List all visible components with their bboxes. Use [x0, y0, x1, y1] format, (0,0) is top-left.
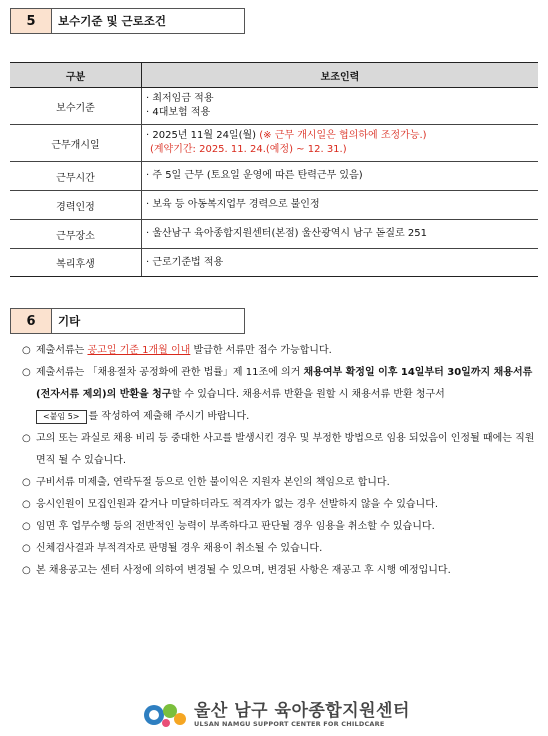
column-header-assistant: 보조인력 — [142, 63, 539, 88]
center-logo-icon — [138, 700, 190, 730]
note-bold: 채용여부 확정일 이후 14일부터 30일까지 채용서류(전자서류 제외)의 반환을 청구 — [36, 367, 533, 400]
list-item — [22, 472, 540, 494]
contract-period: (계약기간: 2025. 11. 24.(예정) ~ 12. 31.) — [150, 144, 347, 155]
content-line: · 최저임금 적용 — [146, 93, 214, 104]
list-item — [22, 538, 540, 560]
circle-bullet-icon: ○ — [22, 521, 31, 532]
circle-bullet-icon: ○ — [22, 477, 31, 488]
list-item — [22, 516, 540, 538]
row-label: 경력인정 — [10, 191, 142, 220]
list-item — [22, 362, 540, 428]
employment-conditions-table — [10, 62, 538, 277]
note-text: 구비서류 미제출, 연락두절 등으로 인한 불이익은 지원자 본인의 책임으로 합니다. — [36, 477, 390, 488]
note-text: 제출서류는 — [36, 345, 88, 356]
row-content: · 근로기준법 적용 — [142, 249, 539, 277]
logo-name-english: ULSAN NAMGU SUPPORT CENTER FOR CHILDCARE — [194, 719, 385, 728]
notes-list — [22, 340, 540, 582]
logo-text-block — [194, 702, 410, 729]
note-highlight: 공고일 기준 1개월 이내 — [87, 345, 191, 356]
note-text: 임면 후 업무수행 등의 전반적인 능력이 부족하다고 판단될 경우 임용을 취소할 수 있습니다. — [36, 521, 435, 532]
logo-name-korean: 울산 남구 육아종합지원센터 — [194, 700, 410, 721]
section-number: 6 — [10, 308, 52, 334]
note-text: 제출서류는 「채용절차 공정화에 관한 법률」제 11조에 의거 — [36, 367, 304, 378]
note-text: 신체검사결과 부적격자로 판명될 경우 채용이 취소될 수 있습니다. — [36, 543, 323, 554]
section-6-heading — [10, 308, 245, 334]
table-row — [10, 249, 538, 277]
table-row — [10, 125, 538, 162]
center-logo — [138, 700, 410, 730]
column-header-category: 구분 — [10, 63, 142, 88]
table-row — [10, 191, 538, 220]
note-text: 본 채용공고는 센터 사정에 의하여 변경될 수 있으며, 변경된 사항은 재공고 후 시행 예정입니다. — [36, 565, 451, 576]
circle-bullet-icon: ○ — [22, 345, 31, 356]
row-content: · 울산남구 육아종합지원센터(본점) 울산광역시 남구 돋질로 251 — [142, 220, 539, 249]
section-5-heading — [10, 8, 245, 34]
circle-bullet-icon: ○ — [22, 543, 31, 554]
row-content: · 주 5일 근무 (토요일 운영에 따른 탄력근무 있음) — [142, 162, 539, 191]
table-row — [10, 220, 538, 249]
note-text: 응시인원이 모집인원과 같거나 미달하더라도 적격자가 없는 경우 선발하지 않을 수 있습니다. — [36, 499, 439, 510]
content-line — [146, 129, 538, 143]
list-item — [22, 340, 540, 362]
section-title: 보수기준 및 근로조건 — [52, 8, 245, 34]
note-text: 발급한 서류만 접수 가능합니다. — [190, 345, 332, 356]
row-label: 근무개시일 — [10, 125, 142, 162]
note-text: 를 작성하여 제출해 주시기 바랍니다. — [88, 411, 250, 422]
section-number: 5 — [10, 8, 52, 34]
row-label: 보수기준 — [10, 88, 142, 125]
row-label: 근무장소 — [10, 220, 142, 249]
list-item — [22, 494, 540, 516]
circle-bullet-icon: ○ — [22, 565, 31, 576]
circle-bullet-icon: ○ — [22, 499, 31, 510]
table-row — [10, 162, 538, 191]
row-content — [142, 88, 539, 125]
circle-bullet-icon: ○ — [22, 433, 31, 444]
note-text: 할 수 있습니다. 채용서류 반환을 원할 시 채용서류 반환 청구서 — [171, 389, 445, 400]
content-line: · 4대보험 적용 — [146, 107, 211, 118]
list-item — [22, 428, 540, 472]
row-label: 복리후생 — [10, 249, 142, 277]
row-label: 근무시간 — [10, 162, 142, 191]
row-content — [142, 125, 539, 162]
section-title: 기타 — [52, 308, 245, 334]
row-content: · 보육 등 아동복지업무 경력으로 불인정 — [142, 191, 539, 220]
attachment-label: <붙임 5> — [36, 410, 87, 424]
start-date-note: (※ 근무 개시일은 협의하에 조정가능.) — [256, 130, 427, 141]
list-item — [22, 560, 540, 582]
circle-bullet-icon: ○ — [22, 367, 31, 378]
note-text: 고의 또는 과실로 채용 비리 등 중대한 사고를 발생시킨 경우 및 부정한 방법으로 임용 되었음이 인정될 때에는 직원면직 될 수 있습니다. — [36, 433, 535, 466]
start-date: · 2025년 11월 24일(월) — [146, 130, 257, 141]
table-header-row — [10, 63, 538, 88]
table-row — [10, 88, 538, 125]
